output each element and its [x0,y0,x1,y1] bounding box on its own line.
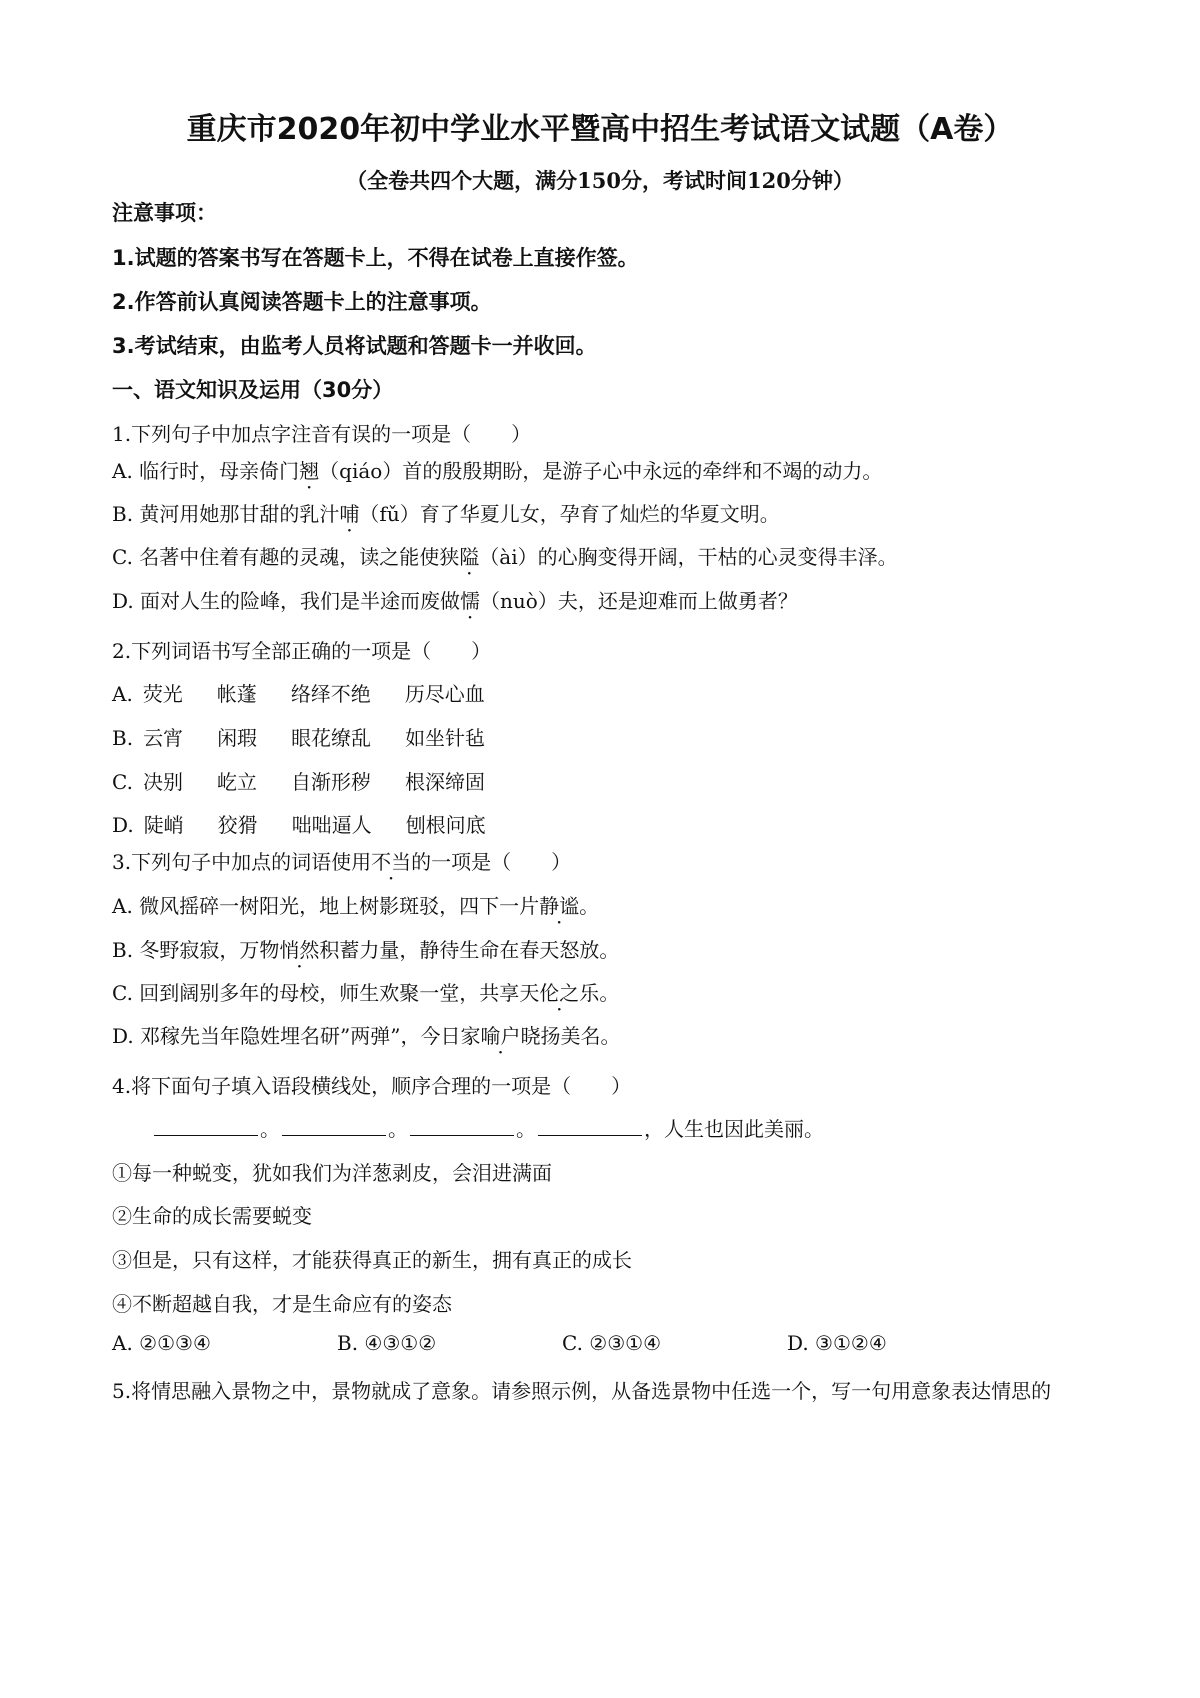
choice-c: C. ②③①④ [562,1331,662,1355]
question-3-option-d [112,1020,621,1049]
word: 决别 [142,770,183,794]
word: 咄咄逼人 [291,813,372,837]
question-2-option-c [112,766,519,795]
word: 络绎不绝 [290,682,371,706]
dotted-word: 悄然 [279,938,320,962]
word: 自渐形秽 [290,770,371,794]
option-text: B. 黄河用她那甘甜的乳汁 [112,502,340,526]
word: 根深缔固 [404,770,485,794]
option-text: A. 临行时，母亲倚门 [112,459,300,483]
word: 如坐针毡 [405,726,486,750]
question-2-option-a [112,678,519,707]
question-4-item: ②生命的成长需要蜕变 [112,1204,312,1228]
dotted-word: 家喻户晓 [460,1024,541,1048]
option-text: （qiáo）首的殷殷期盼，是游子心中永远的牵绊和不竭的动力。 [319,459,883,483]
option-text: A. 微风摇碎一树阳光，地上树影斑驳，四下一片 [112,894,540,918]
word: 闲瑕 [217,726,258,750]
dotted-char: 隘 [459,545,480,569]
page-title: 重庆市2020年初中学业水平暨高中招生考试语文试题（A卷） [186,112,1014,147]
option-text: D. 面对人生的险峰，我们是半途而废做 [112,589,461,613]
option-label: A. [112,682,133,706]
option-text: 扬美名。 [540,1024,621,1048]
question-1-option-c [112,541,898,570]
dotted-char: 翘 [299,459,320,483]
stem-text: 3.下列句子中加点的词语使用 [112,850,372,874]
note-item: 3.考试结束，由监考人员将试题和答题卡一并收回。 [112,334,597,358]
note-item: 2.作答前认真阅读答题卡上的注意事项。 [112,290,492,314]
choice-d: D. ③①②④ [787,1331,887,1355]
option-text: C. 回到阔别多年的母校，师生欢聚一堂，共享 [112,981,520,1005]
option-text: C. 名著中住着有趣的灵魂，读之能使狭 [112,545,460,569]
question-2-stem: 2.下列词语书写全部正确的一项是（ ） [112,639,492,663]
blank-separator: 。 [388,1117,408,1141]
option-label: D. [112,813,134,837]
dotted-word: 不当 [371,850,412,874]
page-subtitle: （全卷共四个大题，满分150分，考试时间120分钟） [346,168,854,193]
word: 帐蓬 [216,682,257,706]
option-label: C. [112,770,133,794]
blank-separator: 。 [260,1117,280,1141]
question-1-stem: 1.下列句子中加点字注音有误的一项是（ ） [112,422,532,446]
question-4-item: ④不断超越自我，才是生命应有的姿态 [112,1292,452,1316]
word: 荧光 [142,682,183,706]
option-text: D. 邓稼先当年隐姓埋名研”两弹”，今日 [112,1024,461,1048]
word: 眼花缭乱 [291,726,372,750]
word: 历尽心血 [404,682,485,706]
blank-line [154,1117,258,1136]
choice-b: B. ④③①② [337,1331,437,1355]
option-text: B. 冬野寂寂，万物 [112,938,280,962]
notes-heading: 注意事项： [112,201,217,225]
note-item: 1.试题的答案书写在答题卡上，不得在试卷上直接作签。 [112,246,639,270]
option-text: 。 [599,981,620,1005]
blank-line [410,1117,514,1136]
question-3-option-a [112,890,599,919]
question-2-option-b [112,722,519,751]
section-heading: 一、语文知识及运用（30分） [112,378,394,402]
dotted-char: 懦 [460,589,481,613]
dotted-word: 静谧 [539,894,580,918]
option-text: （ài）的心胸变得开阔，干枯的心灵变得丰泽。 [479,545,898,569]
blank-tail: ，人生也因此美丽。 [644,1117,824,1141]
dotted-word: 天伦之乐 [519,981,600,1005]
question-4-item: ③但是，只有这样，才能获得真正的新生，拥有真正的成长 [112,1248,632,1272]
blank-separator: 。 [516,1117,536,1141]
question-3-option-b [112,934,619,963]
option-label: B. [112,726,134,750]
option-text: （nuò）夫，还是迎难而上做勇者？ [480,589,798,613]
choice-a: A. ②①③④ [112,1331,211,1355]
option-text: （fǔ）育了华夏儿女，孕育了灿烂的华夏文明。 [359,502,780,526]
question-4-stem: 4.将下面句子填入语段横线处，顺序合理的一项是（ ） [112,1074,632,1098]
word: 屹立 [216,770,257,794]
question-3-option-c [112,977,619,1006]
option-text: 。 [579,894,600,918]
question-4-blanks [152,1113,824,1142]
question-3-stem [112,846,571,875]
question-1-option-d [112,585,798,614]
word: 狡猾 [217,813,258,837]
stem-text: 的一项是（ ） [411,850,572,874]
word: 云宵 [143,726,184,750]
option-text: 积蓄力量，静待生命在春天怒放。 [319,938,620,962]
question-1-option-a [112,455,882,484]
question-5-stem: 5.将情思融入景物之中，景物就成了意象。请参照示例，从备选景物中任选一个，写一句用意象表达情思的 [112,1379,1052,1403]
blank-line [538,1117,642,1136]
question-4-choices [112,1331,1012,1355]
blank-line [282,1117,386,1136]
dotted-char: 哺 [339,502,360,526]
question-2-option-d [112,809,520,838]
question-4-item: ①每一种蜕变，犹如我们为洋葱剥皮，会泪进满面 [112,1161,552,1185]
word: 刨根问底 [405,813,486,837]
question-1-option-b [112,498,780,527]
word: 陡峭 [143,813,184,837]
